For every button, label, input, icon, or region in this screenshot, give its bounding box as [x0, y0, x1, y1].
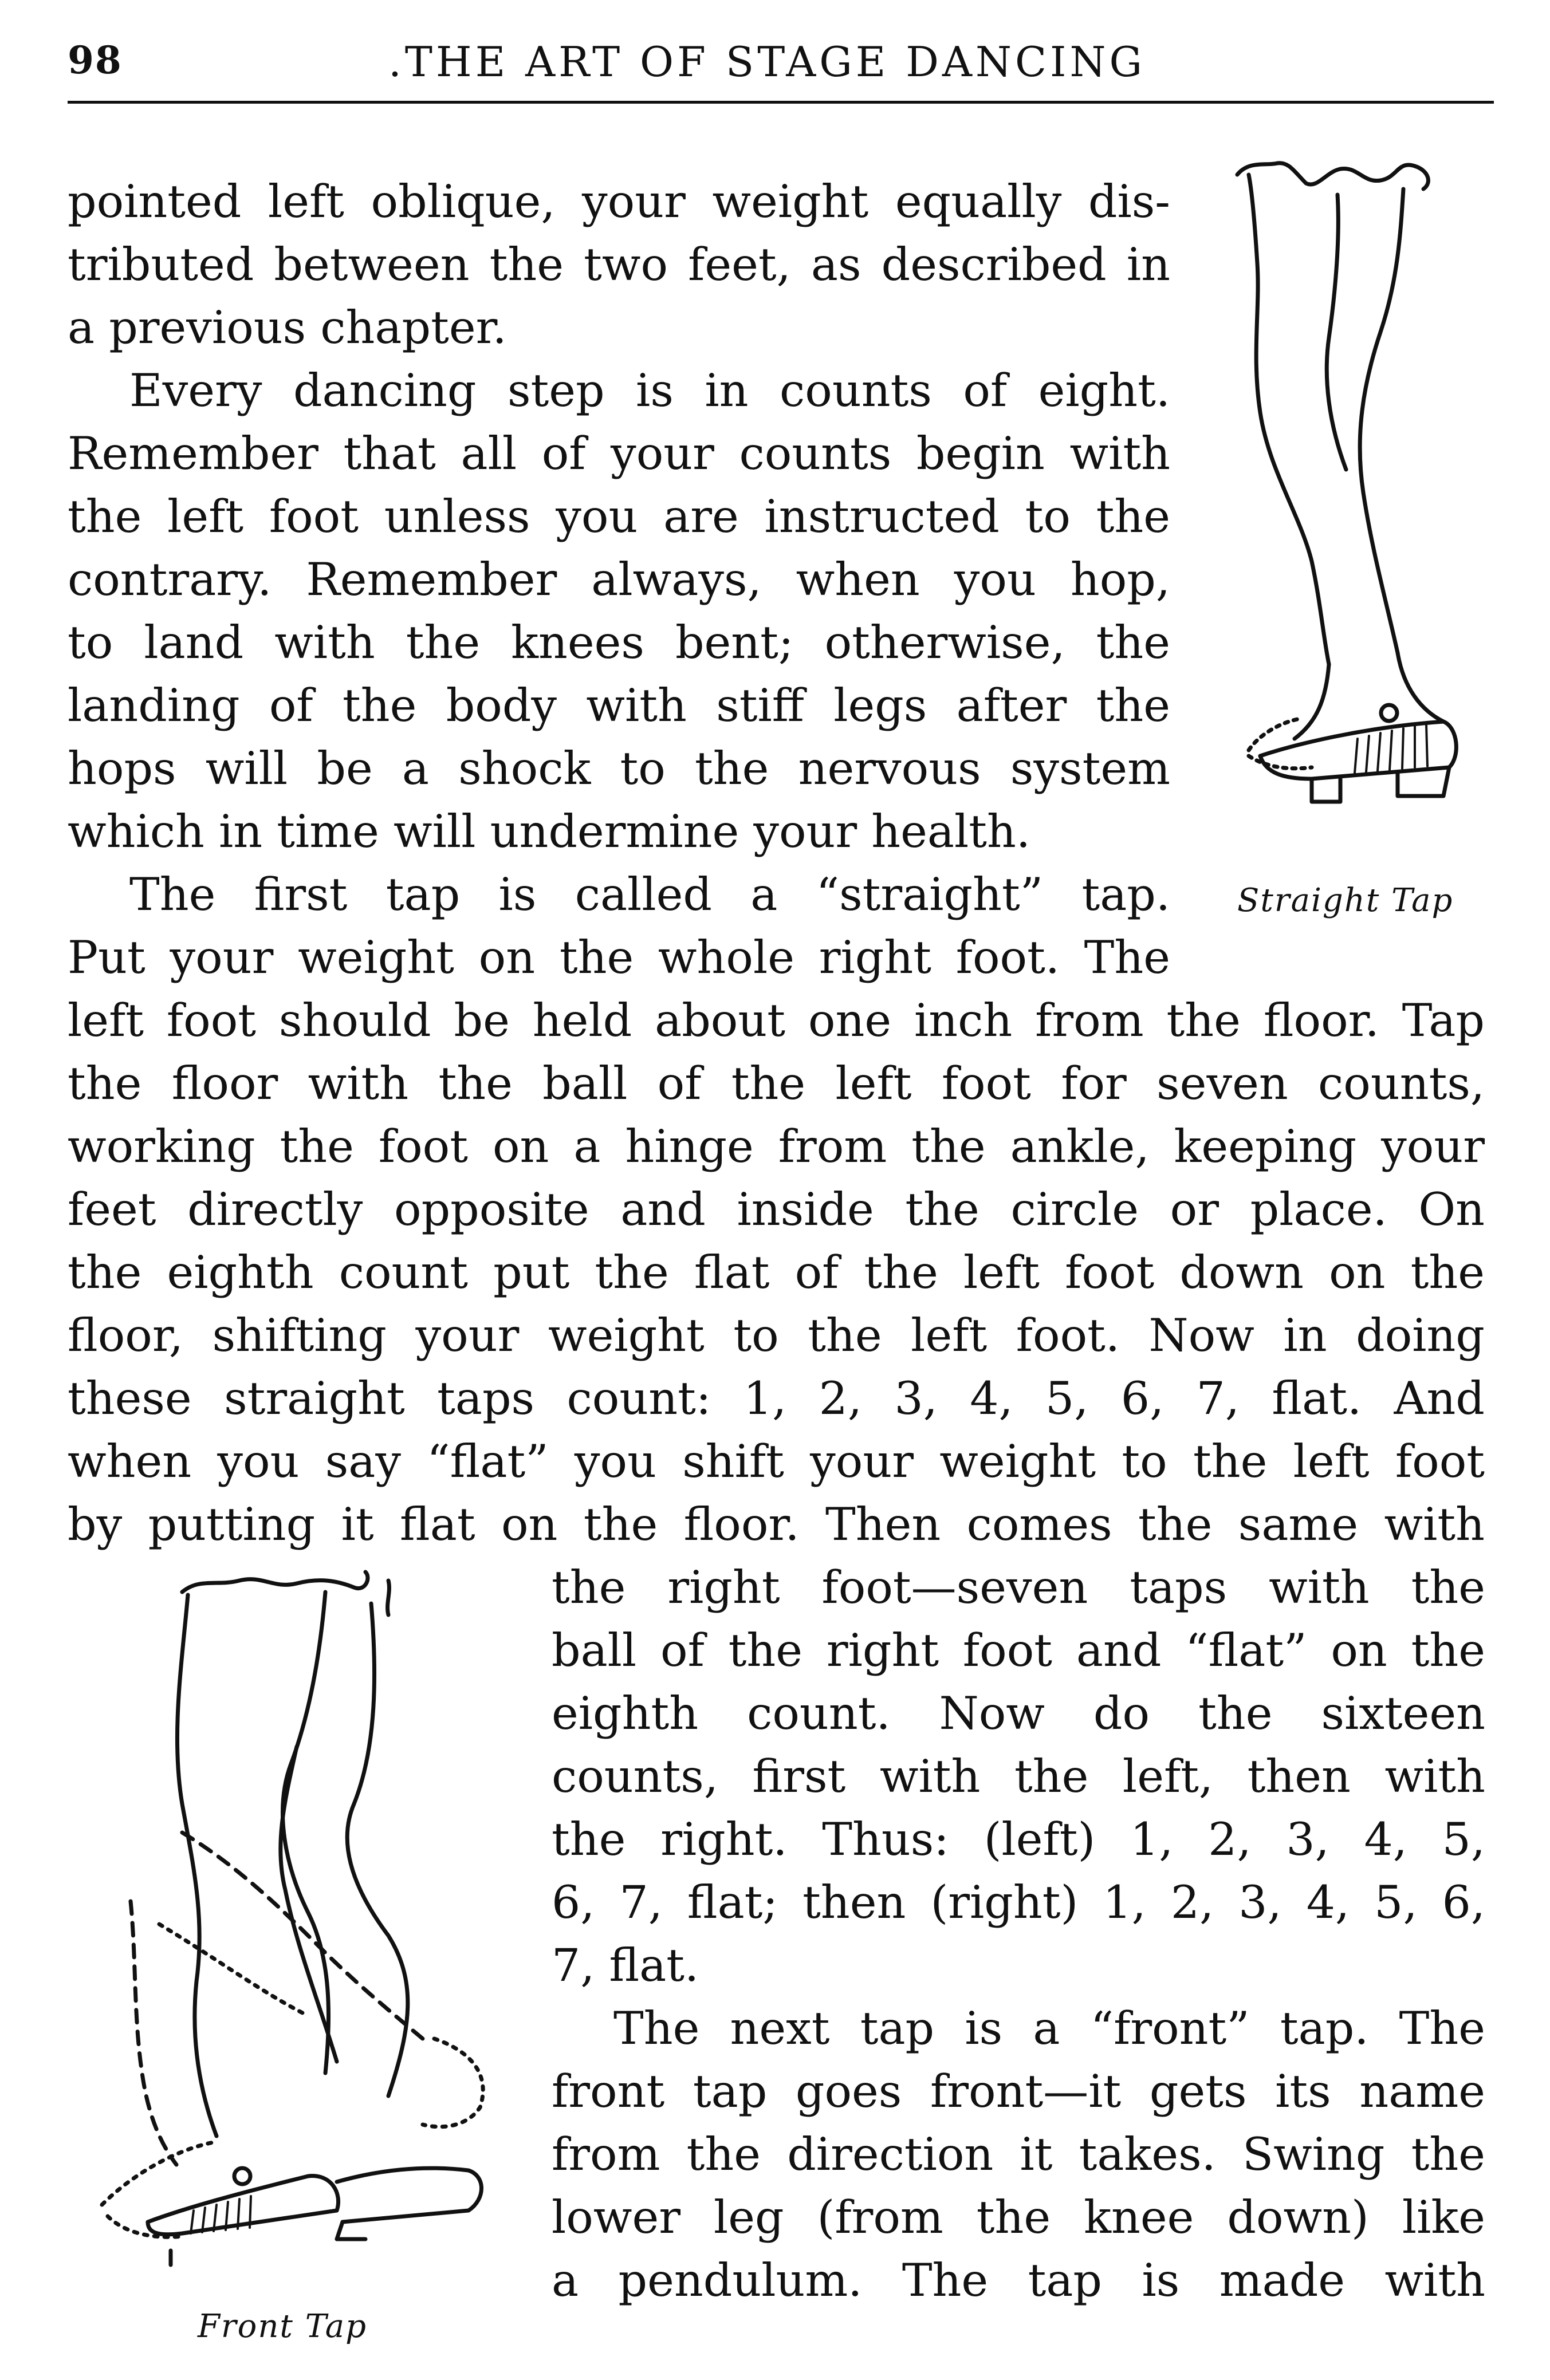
text-line: the right foot—seven taps with the	[552, 1561, 1485, 1614]
text-line: eighth count. Now do the sixteen	[552, 1687, 1485, 1740]
text-line: these straight taps count: 1, 2, 3, 4, 5, 6, 7, flat. And	[68, 1372, 1485, 1425]
text-line: The next tap is a “front” tap. The	[613, 2002, 1485, 2055]
text-line: contrary. Remember always, when you hop,	[68, 553, 1170, 606]
text-line: from the direction it takes. Swing the	[552, 2128, 1485, 2181]
text-line: lower leg (from the knee down) like	[552, 2191, 1485, 2244]
text-line: the eighth count put the flat of the left foot down on the	[68, 1246, 1485, 1299]
straight-tap-caption: Straight Tap	[1237, 882, 1454, 919]
text-line: working the foot on a hinge from the ankle, keeping your	[68, 1120, 1485, 1173]
text-line: front tap goes front—it gets its name	[552, 2065, 1485, 2118]
text-line: feet directly opposite and inside the circle or place. On	[68, 1183, 1485, 1236]
text-line: by putting it flat on the floor. Then comes the same with	[68, 1498, 1485, 1551]
text-line: the left foot unless you are instructed to the	[68, 490, 1170, 543]
text-line: Every dancing step is in counts of eight.	[129, 364, 1170, 417]
text-line: which in time will undermine your health.	[68, 805, 1031, 858]
text-line: Remember that all of your counts begin with	[68, 427, 1170, 480]
text-line: floor, shifting your weight to the left foot. Now in doing	[68, 1309, 1485, 1362]
text-line: 6, 7, flat; then (right) 1, 2, 3, 4, 5, 6,	[552, 1876, 1485, 1929]
running-title: .THE ART OF STAGE DANCING	[388, 38, 1146, 86]
text-line: ball of the right foot and “flat” on the	[552, 1624, 1485, 1677]
front-tap-illustration	[68, 1546, 537, 2302]
text-line: landing of the body with stiff legs after the	[68, 679, 1170, 732]
text-line: pointed left oblique, your weight equally dis-	[68, 175, 1170, 228]
text-line: counts, first with the left, then with	[552, 1750, 1485, 1803]
page-header	[68, 30, 1494, 93]
text-line: the right. Thus: (left) 1, 2, 3, 4, 5,	[552, 1813, 1485, 1866]
text-line: when you say “flat” you shift your weight to the left foot	[68, 1435, 1485, 1488]
straight-tap-illustration	[1226, 149, 1466, 825]
header-rule	[68, 101, 1494, 104]
text-line: left foot should be held about one inch from the floor. Tap	[68, 994, 1485, 1047]
text-line: to land with the knees bent; otherwise, the	[68, 616, 1170, 669]
page-number: 98	[68, 38, 123, 82]
text-line: tributed between the two feet, as described in	[68, 238, 1170, 291]
text-line: hops will be a shock to the nervous system	[68, 742, 1170, 795]
text-line: the floor with the ball of the left foot for seven counts,	[68, 1057, 1485, 1110]
text-line: Put your weight on the whole right foot. The	[68, 931, 1170, 984]
text-line: 7, flat.	[552, 1939, 699, 1992]
text-line: The first tap is called a “straight” tap.	[129, 868, 1170, 921]
text-line: a pendulum. The tap is made with	[552, 2254, 1485, 2307]
front-tap-caption: Front Tap	[198, 2308, 367, 2345]
text-line: a previous chapter.	[68, 301, 507, 354]
